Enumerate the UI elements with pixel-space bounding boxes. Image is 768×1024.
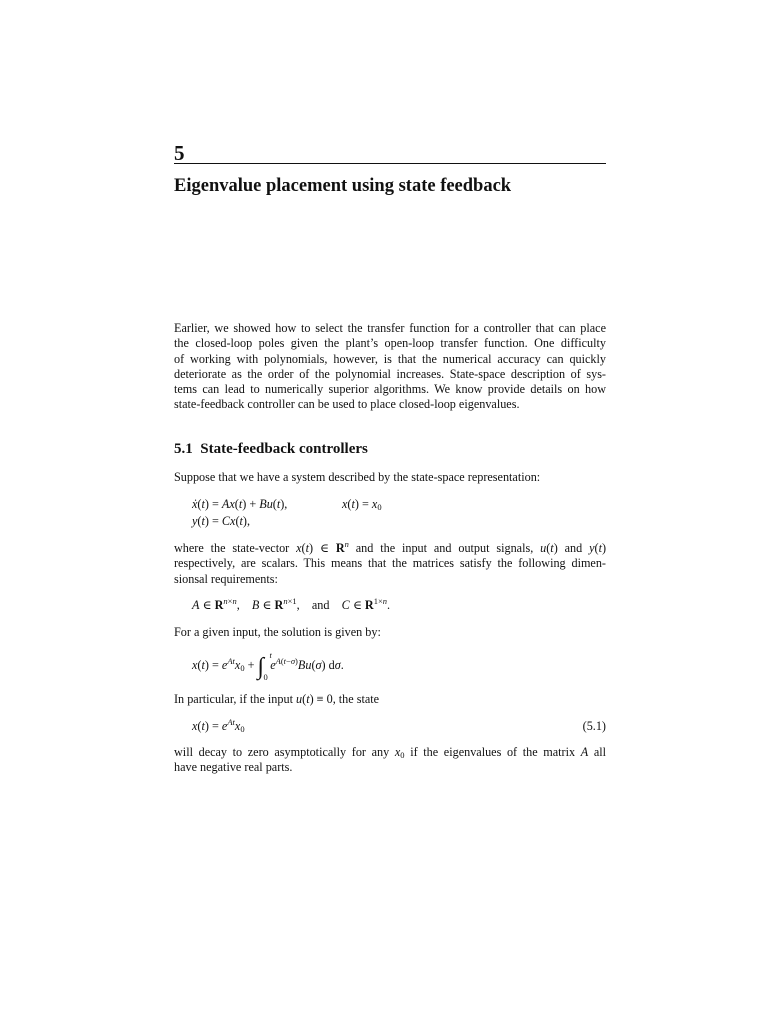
section-heading [174, 439, 606, 459]
and-word: and [311, 598, 330, 612]
where-line: where the state-vector x(t) ∈ $R^n$ and the input and output signals, u(t) and y(t) [174, 539, 607, 555]
intro-line: deteriorate as the order of the polynomial increases. State-space description of sys- [174, 366, 606, 381]
decay-line: will decay to zero asymptotically for any $x_0$ if the eigenvalues of the matrix A all [174, 745, 607, 760]
where-paragraph [174, 541, 606, 587]
intro-line: the closed-loop poles given the plant’s open-loop transfer function. One difficulty [174, 336, 606, 351]
section-intro-line [174, 470, 606, 485]
given-input-line [174, 625, 606, 640]
book-page [174, 0, 606, 1024]
solution-equation: $x(t) = e^{At}x_0$ + ∫ t 0 $e^{A(t-\sigma)}Bu(\sigma)$ dσ. [192, 650, 344, 682]
equation-number: (5.1) [582, 719, 606, 733]
intro-paragraph [174, 321, 606, 413]
intro-line: of working with polynomials, however, is that the numerical accuracy can quickly [174, 351, 606, 366]
intro-line: state-feedback controller can be used to place closed-loop eigenvalues. [174, 397, 520, 412]
decay-paragraph [174, 745, 606, 776]
section-intro-text: Suppose that we have a system described by the state-space representation: [174, 470, 541, 484]
free-response-equation: $x(t) = e^{At}x_0$ (5.1) [192, 717, 606, 734]
intro-line: Earlier, we showed how to select the transfer function for a controller that can place [174, 321, 606, 335]
chapter-rule [174, 163, 606, 164]
particular-line: In particular, if the input u(t) ≡ 0, the state [174, 692, 380, 706]
state-equation: ẋ(t) = Ax(t) + Bu(t), [192, 497, 288, 511]
section-number: 5.1 [174, 441, 193, 457]
where-line: sionsal requirements: [174, 571, 278, 586]
chapter-title: Eigenvalue placement using state feedback [174, 176, 512, 196]
dimension-requirements: A ∈ $R^{n\times n}$, B ∈ $R^{n\times 1}$, and C ∈ $R^{1\times n}$. [192, 596, 391, 612]
decay-line: have negative real parts. [174, 760, 293, 775]
where-line: respectively, are scalars. This means that the matrices satisfy the following dimen- [174, 556, 606, 571]
chapter-number: 5 [174, 141, 185, 165]
intro-line: tems can lead to numerically superior algorithms. We know provide details on how [174, 382, 606, 397]
output-equation: y(t) = Cx(t), [192, 514, 251, 528]
section-title: State-feedback controllers [200, 441, 368, 457]
given-input-text: For a given input, the solution is given by: [174, 625, 381, 639]
initial-condition: $x(t) = x_0$ [342, 497, 382, 512]
